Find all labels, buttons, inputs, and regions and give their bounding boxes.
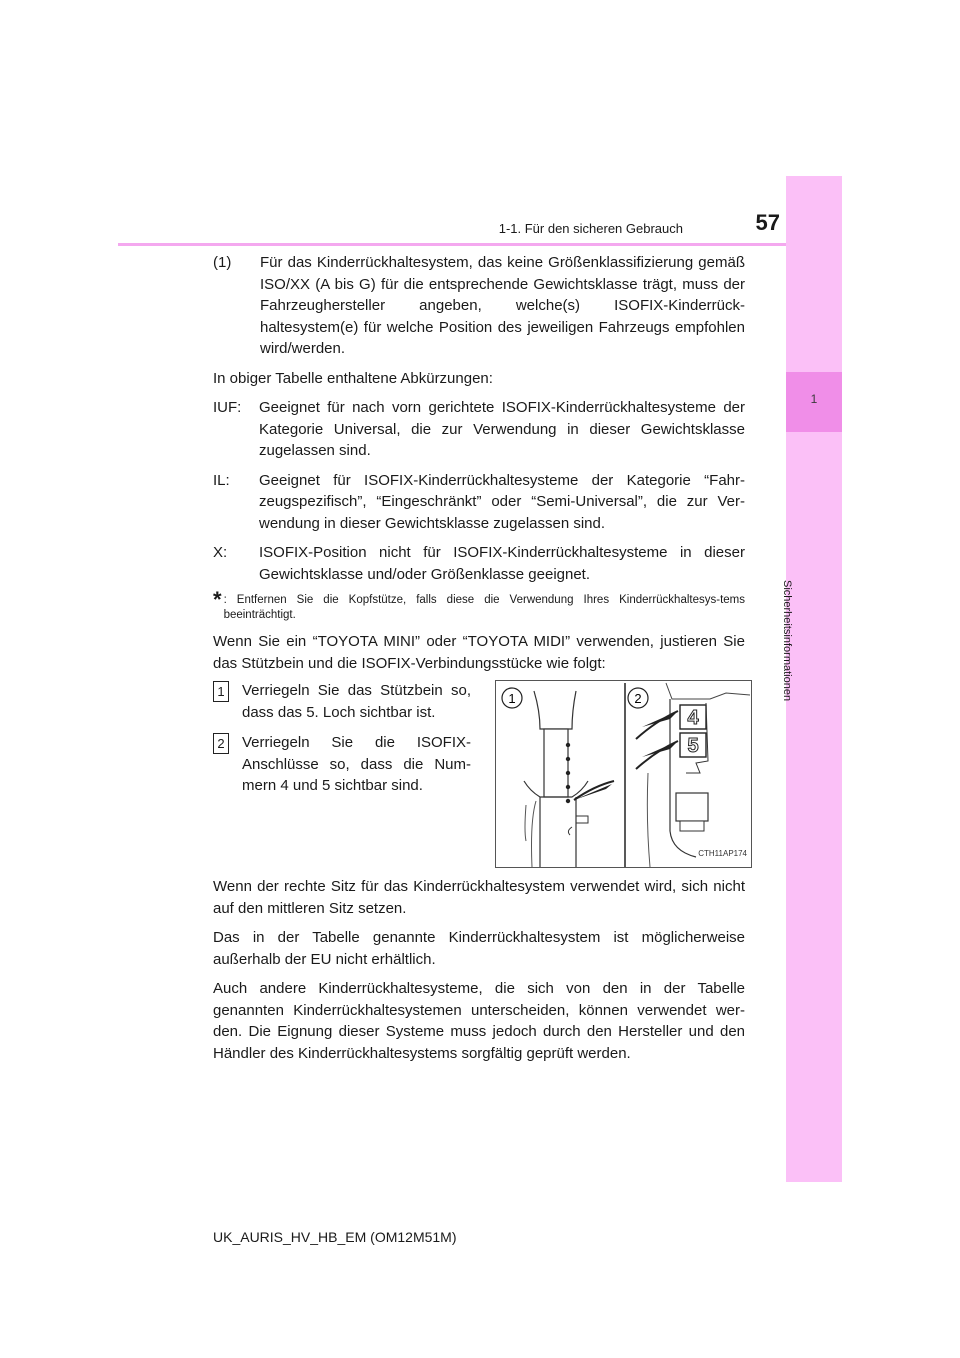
footnote-mark: * [213,587,222,612]
paragraph-other-systems: Auch andere Kinderrückhaltesysteme, die sich von den in der Tabelle genannten Kinderrückhaltesystemen unterscheiden, können verwendet wer-den. Die Eignung dieser Systeme muss jedoch durch den Hersteller und den Händler des Kinderrückhaltesystems sorgfältig geprüft werden. [213,980,745,1062]
abbreviation-label: X: [213,544,228,561]
page-content [213,252,745,1064]
step-text: Verriegeln Sie die ISOFIX-Anschlüsse so, dass die Num-mern 4 und 5 sichtbar sind. [242,734,471,794]
step-number-badge: 1 [213,681,229,702]
paragraph-eu-availability: Das in der Tabelle genannte Kinderrückhaltesystem ist möglicherweise außerhalb der EU nicht erhältlich. [213,929,745,968]
abbreviation-text: ISOFIX-Position nicht für ISOFIX-Kinderrückhaltesysteme in dieser Gewichtsklasse und/oder Größenklasse geeignet. [259,544,745,583]
abbreviation-label: IUF: [213,399,242,416]
adjustment-steps [213,680,745,876]
step-1 [213,680,471,723]
note-label: (1) [213,254,232,271]
page-number: 57 [755,210,780,235]
footnote-text: : Entfernen Sie die Kopfstütze, falls diese die Verwendung Ihres Kinderrückhaltesys-tems beeinträchtigt. [223,594,745,621]
abbreviation-text: Geeignet für nach vorn gerichtete ISOFIX-Kinderrückhaltesysteme der Kategorie Universal, die zur Verwendung in dieser Gewichtsklasse zugelassen sind. [259,399,745,459]
connector-number-4: 4 [687,707,699,729]
figure-illustration [496,681,751,867]
callout-1-label: 1 [508,691,516,706]
footnote [213,587,745,623]
step-2 [213,732,471,797]
abbreviation-iuf [213,397,745,462]
callout-2-label: 2 [634,691,642,706]
header-rule [118,243,786,246]
chapter-number-tab[interactable]: 1 [786,372,842,432]
paragraph-right-seat: Wenn der rechte Sitz für das Kinderrückhaltesystem verwendet wird, sich nicht auf den mittleren Sitz setzen. [213,878,745,917]
figure-code: CTH11AP174 [698,848,747,858]
connector-number-5: 5 [687,735,699,757]
step-number-badge: 2 [213,733,229,754]
abbreviation-il [213,470,745,535]
isofix-adjustment-figure [495,680,752,868]
document-code: UK_AURIS_HV_HB_EM (OM12M51M) [213,1229,457,1245]
step-text: Verriegeln Sie das Stützbein so, dass das 5. Loch sichtbar ist. [242,682,471,721]
note-text: Für das Kinderrückhaltesystem, das keine Größenklassifizierung gemäß ISO/XX (A bis G) für die entsprechende Gewichtsklasse trägt, muss der Fahrzeughersteller angeben, welche(s) ISOFIX-Kinderrück-haltesystem(e) für welche Position des jeweiligen Fahrzeugs empfohlen wird/werden. [260,254,745,357]
abbreviation-intro: In obiger Tabelle enthaltene Abkürzungen: [213,369,493,387]
abbreviation-label: IL: [213,471,230,489]
chapter-label: Sicherheitsinformationen [781,580,793,702]
section-title: 1-1. Für den sicheren Gebrauch [498,221,683,236]
abbreviation-text: Geeignet für ISOFIX-Kinderrückhaltesysteme der Kategorie “Fahr-zeugspezifisch”, “Eingeschränkt” oder “Semi-Universal”, die zur Ver-wendung in dieser Gewichtsklasse zugelassen sind. [259,471,745,532]
chapter-side-tab[interactable] [786,176,842,1182]
numbered-note-1 [213,252,745,360]
toyota-intro: Wenn Sie ein “TOYOTA MINI” oder “TOYOTA MIDI” verwenden, justieren Sie das Stützbein und die ISOFIX-Verbindungsstücke wie folgt: [213,633,745,672]
abbreviation-x [213,542,745,585]
